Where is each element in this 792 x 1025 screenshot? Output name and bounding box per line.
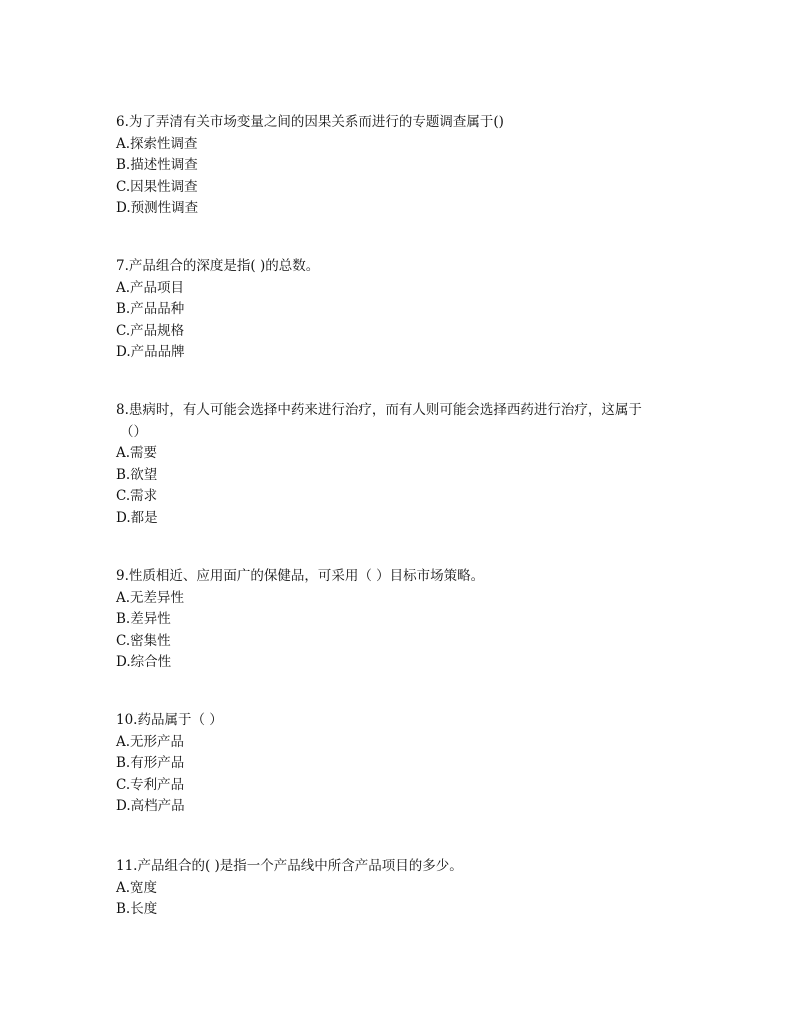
question-11-option-a: A.宽度	[116, 879, 158, 896]
question-8-text: 8.患病时，有人可能会选择中药来进行治疗，而有人则可能会选择西药进行治疗，这属于	[116, 402, 642, 418]
question-10-option-d: D.高档产品	[116, 798, 185, 814]
question-9-option-b: B.差异性	[116, 611, 171, 627]
question-10-option-c: C.专利产品	[116, 776, 185, 793]
question-11	[116, 856, 676, 921]
question-8	[116, 400, 676, 529]
question-8-option-b: B.欲望	[116, 466, 158, 483]
question-11-option-b: B.长度	[116, 901, 158, 917]
question-6	[116, 112, 676, 220]
question-11-text: 11.产品组合的( )是指一个产品线中所含产品项目的多少。	[116, 858, 463, 874]
question-10-option-a: A.无形产品	[116, 733, 185, 750]
question-7-text: 7.产品组合的深度是指( )的总数。	[116, 258, 320, 274]
question-6-option-b: B.描述性调查	[116, 157, 198, 173]
question-7-option-c: C.产品规格	[116, 322, 185, 339]
question-7-option-d: D.产品品牌	[116, 344, 185, 360]
question-6-option-d: D.预测性调查	[116, 200, 199, 216]
question-10	[116, 710, 676, 818]
question-9-option-c: C.密集性	[116, 632, 171, 649]
question-10-text: 10.药品属于（ ）	[116, 712, 223, 728]
question-9-option-d: D.综合性	[116, 654, 172, 670]
question-7-option-b: B.产品品种	[116, 301, 185, 317]
question-6-option-c: C.因果性调查	[116, 178, 198, 195]
question-9-option-a: A.无差异性	[116, 589, 185, 606]
question-8-option-c: C.需求	[116, 488, 158, 504]
question-6-text: 6.为了弄清有关市场变量之间的因果关系而进行的专题调查属于()	[116, 114, 504, 130]
question-10-option-b: B.有形产品	[116, 755, 185, 771]
question-7	[116, 256, 676, 364]
question-9	[116, 566, 676, 674]
question-6-option-a: A.探索性调查	[116, 135, 198, 152]
question-8-text-continuation: （）	[120, 423, 147, 440]
question-8-option-d: D.都是	[116, 509, 158, 526]
question-7-option-a: A.产品项目	[116, 279, 185, 296]
question-8-option-a: A.需要	[116, 445, 158, 461]
question-9-text: 9.性质相近、应用面广的保健品，可采用（ ）目标市场策略。	[116, 568, 485, 584]
